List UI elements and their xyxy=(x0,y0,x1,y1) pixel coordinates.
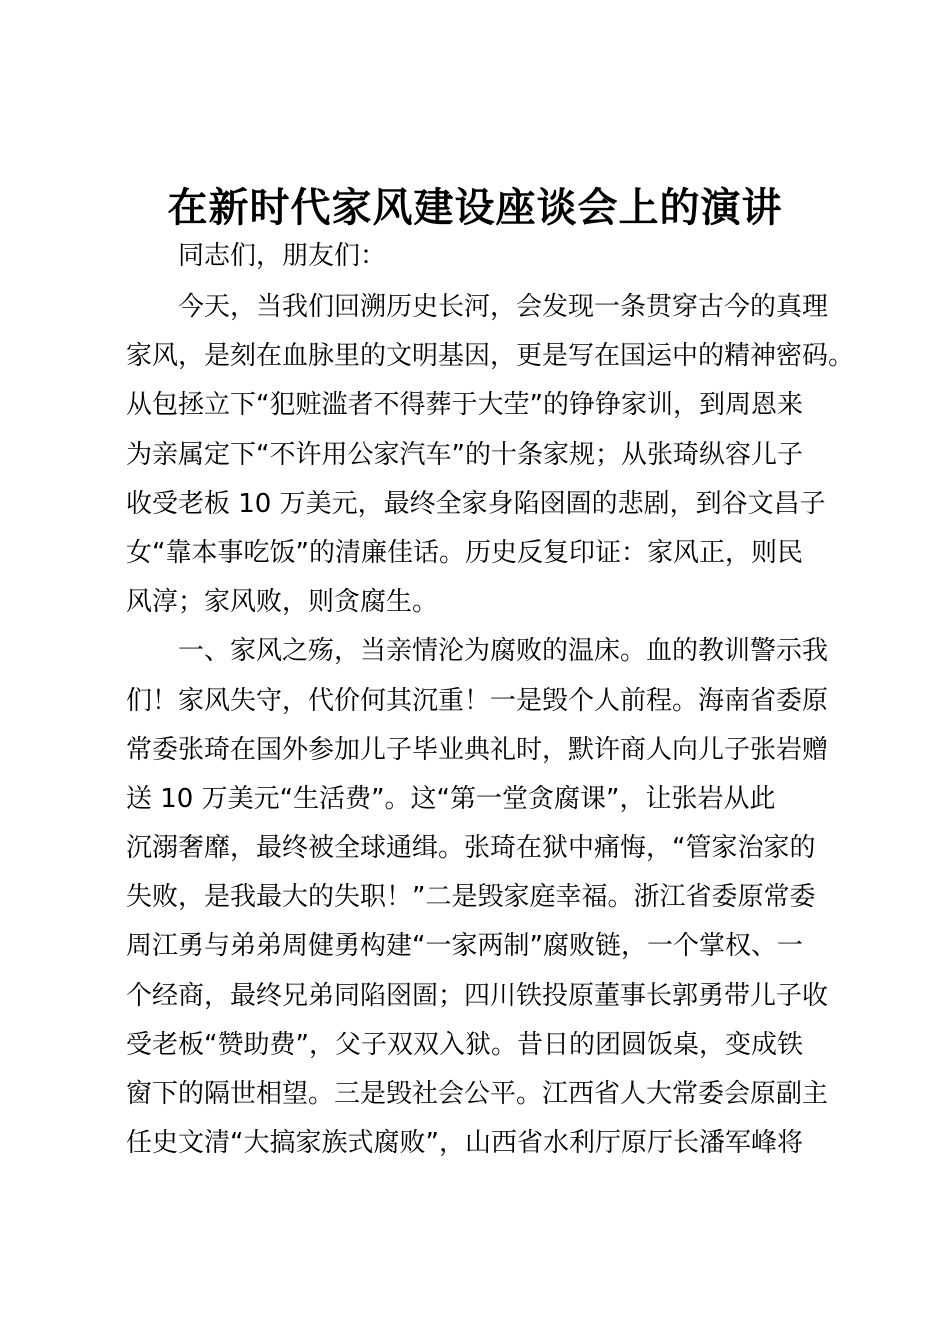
text-line: 受老板“赞助费”，父子双双入狱。昔日的团圆饭桌，变成铁 xyxy=(126,1029,803,1060)
text-line: 一、家风之殇，当亲情沦为腐败的温床。血的教训警示我 xyxy=(178,636,829,667)
text-line: 为亲属定下“不许用公家汽车”的十条家规；从张琦纵容儿子 xyxy=(126,439,803,470)
text-line: 周江勇与弟弟周健勇构建“一家两制”腐败链，一个掌权、一 xyxy=(126,931,803,962)
salutation: 同志们，朋友们： xyxy=(178,241,387,271)
text-line: 收受老板 10 万美元，最终全家身陷囹圄的悲剧，到谷文昌子 xyxy=(126,488,826,519)
text-line: 个经商，最终兄弟同陷囹圄；四川铁投原董事长郭勇带儿子收 xyxy=(126,980,829,1011)
text-line: 女“靠本事吃饭”的清廉佳话。历史反复印证：家风正，则民 xyxy=(126,537,803,568)
text-line: 失败，是我最大的失职！”二是毁家庭幸福。浙江省委原常委 xyxy=(126,882,816,913)
text-line: 风淳；家风败，则贪腐生。 xyxy=(126,587,439,618)
text-line: 们！家风失守，代价何其沉重！一是毁个人前程。海南省委原 xyxy=(126,685,829,716)
document-title: 在新时代家风建设座谈会上的演讲 xyxy=(167,185,783,231)
text-line: 从包拯立下“犯赃滥者不得葬于大茔”的铮铮家训，到周恩来 xyxy=(126,390,803,421)
text-line: 常委张琦在国外参加儿子毕业典礼时，默许商人向儿子张岩赠 xyxy=(126,734,829,765)
text-line: 沉溺奢靡，最终被全球通缉。张琦在狱中痛悔，“管家治家的 xyxy=(126,833,816,864)
text-line: 家风，是刻在血脉里的文明基因，更是写在国运中的精神密码。 xyxy=(126,341,855,372)
text-line: 送 10 万美元“生活费”。这“第一堂贪腐课”，让张岩从此 xyxy=(126,783,776,814)
text-line: 窗下的隔世相望。三是毁社会公平。江西省人大常委会原副主 xyxy=(126,1079,829,1109)
text-line: 任史文清“大搞家族式腐败”，山西省水利厅原厅长潘军峰将 xyxy=(126,1128,803,1159)
body-text xyxy=(126,283,855,1168)
text-line: 今天，当我们回溯历史长河，会发现一条贯穿古今的真理 xyxy=(178,292,829,322)
